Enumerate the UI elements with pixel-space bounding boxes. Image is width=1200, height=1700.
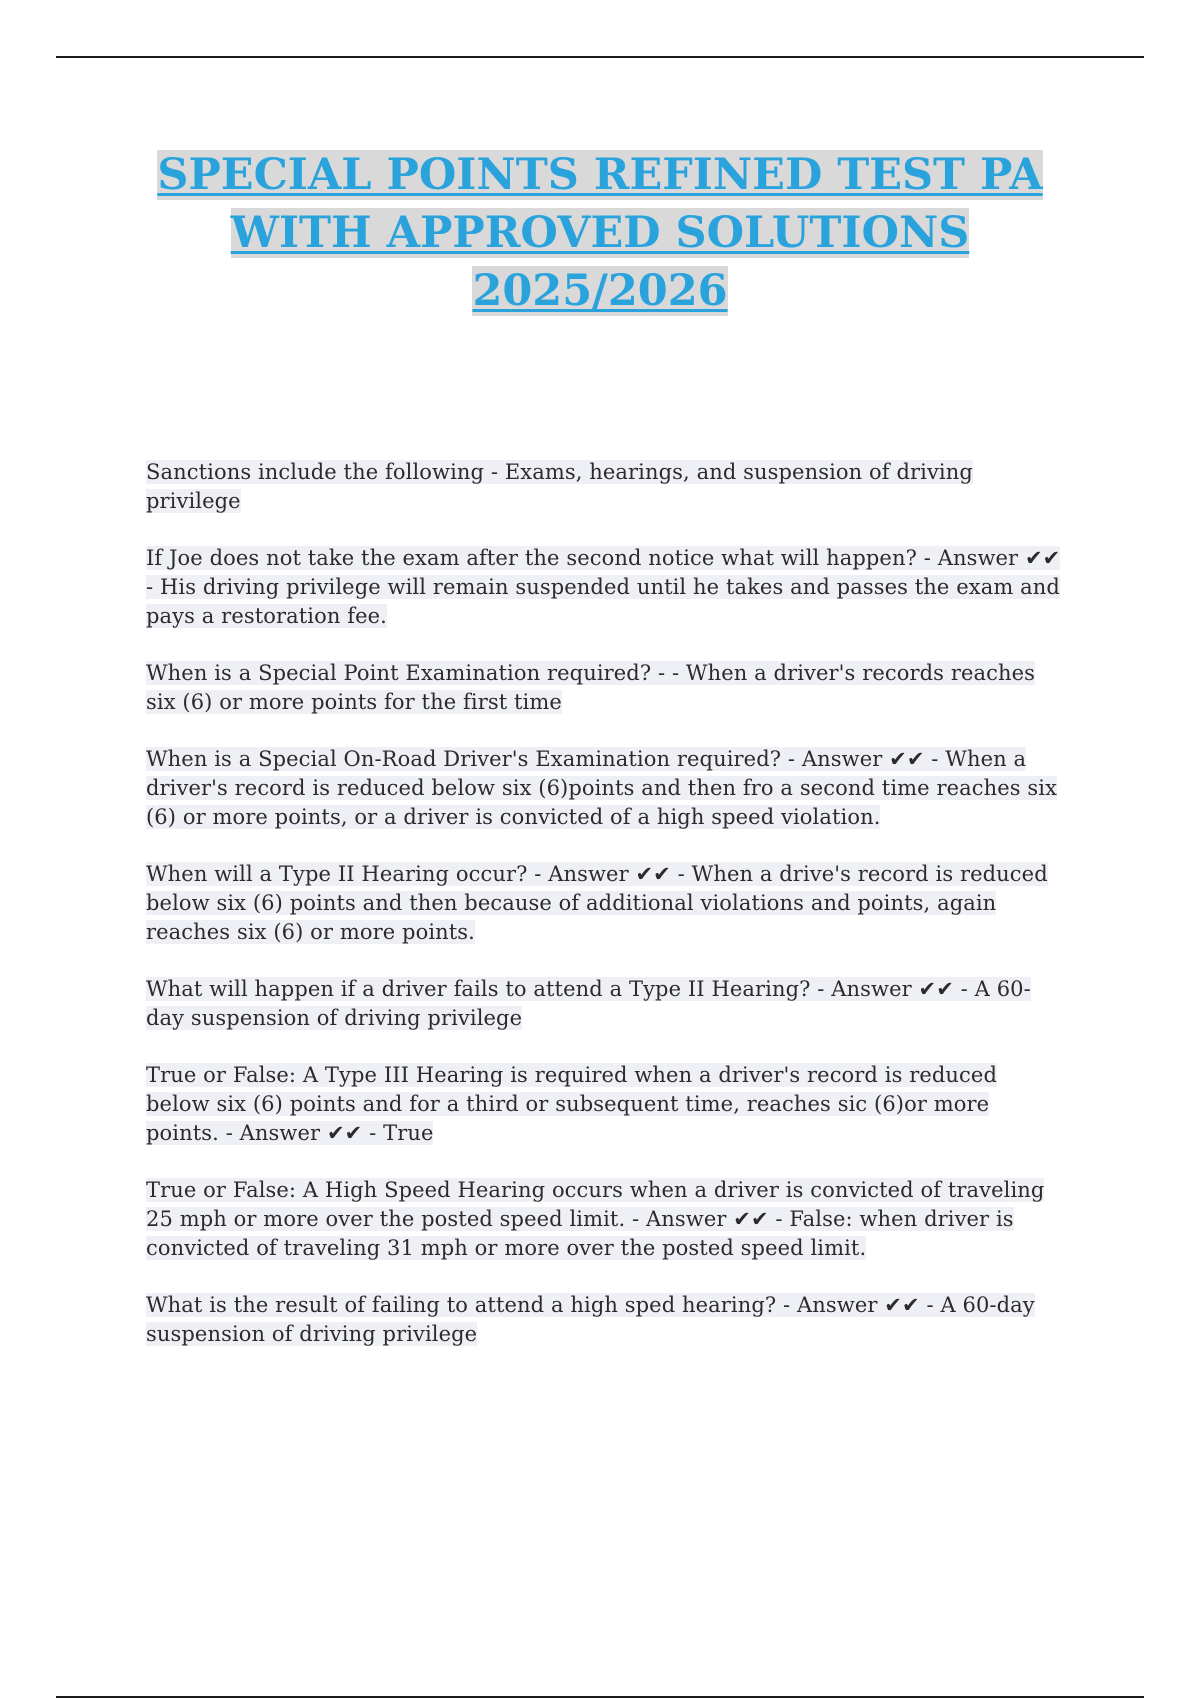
qa-item-text: If Joe does not take the exam after the second notice what will happen? - Answer ✔✔ - His driving privilege will remain suspended until he takes and passes the exam and pays a restoration fee. bbox=[146, 546, 1061, 628]
qa-item bbox=[146, 659, 1066, 717]
qa-item-text: When will a Type II Hearing occur? - Answer ✔✔ - When a drive's record is reduced below six (6) points and then because of additional violations and points, again reaches six (6) or more points. bbox=[146, 862, 1048, 944]
qa-item-text: What is the result of failing to attend a high sped hearing? - Answer ✔✔ - A 60-day suspension of driving privilege bbox=[146, 1293, 1035, 1346]
bottom-rule bbox=[56, 1696, 1144, 1698]
title-line-2: WITH APPROVED SOLUTIONS bbox=[230, 208, 970, 258]
title-line-3: 2025/2026 bbox=[472, 266, 728, 316]
qa-item-text: True or False: A High Speed Hearing occurs when a driver is convicted of traveling 25 mph or more over the posted speed limit. - Answer ✔✔ - False: when driver is convicted of traveling 31 mph or more over the posted speed limit. bbox=[146, 1178, 1045, 1260]
qa-item-text: What will happen if a driver fails to attend a Type II Hearing? - Answer ✔✔ - A 60-day suspension of driving privilege bbox=[146, 977, 1031, 1030]
document-title bbox=[100, 146, 1100, 320]
qa-item-text: Sanctions include the following - Exams, hearings, and suspension of driving privilege bbox=[146, 460, 973, 513]
qa-item bbox=[146, 745, 1066, 832]
qa-item-text: When is a Special Point Examination required? - - When a driver's records reaches six (6) or more points for the first time bbox=[146, 661, 1035, 714]
top-rule bbox=[56, 56, 1144, 58]
qa-item bbox=[146, 1176, 1066, 1263]
qa-item bbox=[146, 1061, 1066, 1148]
qa-item bbox=[146, 458, 1066, 516]
qa-item bbox=[146, 1291, 1066, 1349]
qa-item bbox=[146, 544, 1066, 631]
title-line-1: SPECIAL POINTS REFINED TEST PA bbox=[157, 150, 1043, 200]
qa-list bbox=[146, 458, 1066, 1377]
qa-item-text: True or False: A Type III Hearing is required when a driver's record is reduced below six (6) points and for a third or subsequent time, reaches sic (6)or more points. - Answer ✔✔ - True bbox=[146, 1063, 997, 1145]
qa-item bbox=[146, 860, 1066, 947]
qa-item bbox=[146, 975, 1066, 1033]
qa-item-text: When is a Special On-Road Driver's Examination required? - Answer ✔✔ - When a driver's record is reduced below six (6)points and then fro a second time reaches six (6) or more points, or a driver is convicted of a high speed violation. bbox=[146, 747, 1058, 829]
